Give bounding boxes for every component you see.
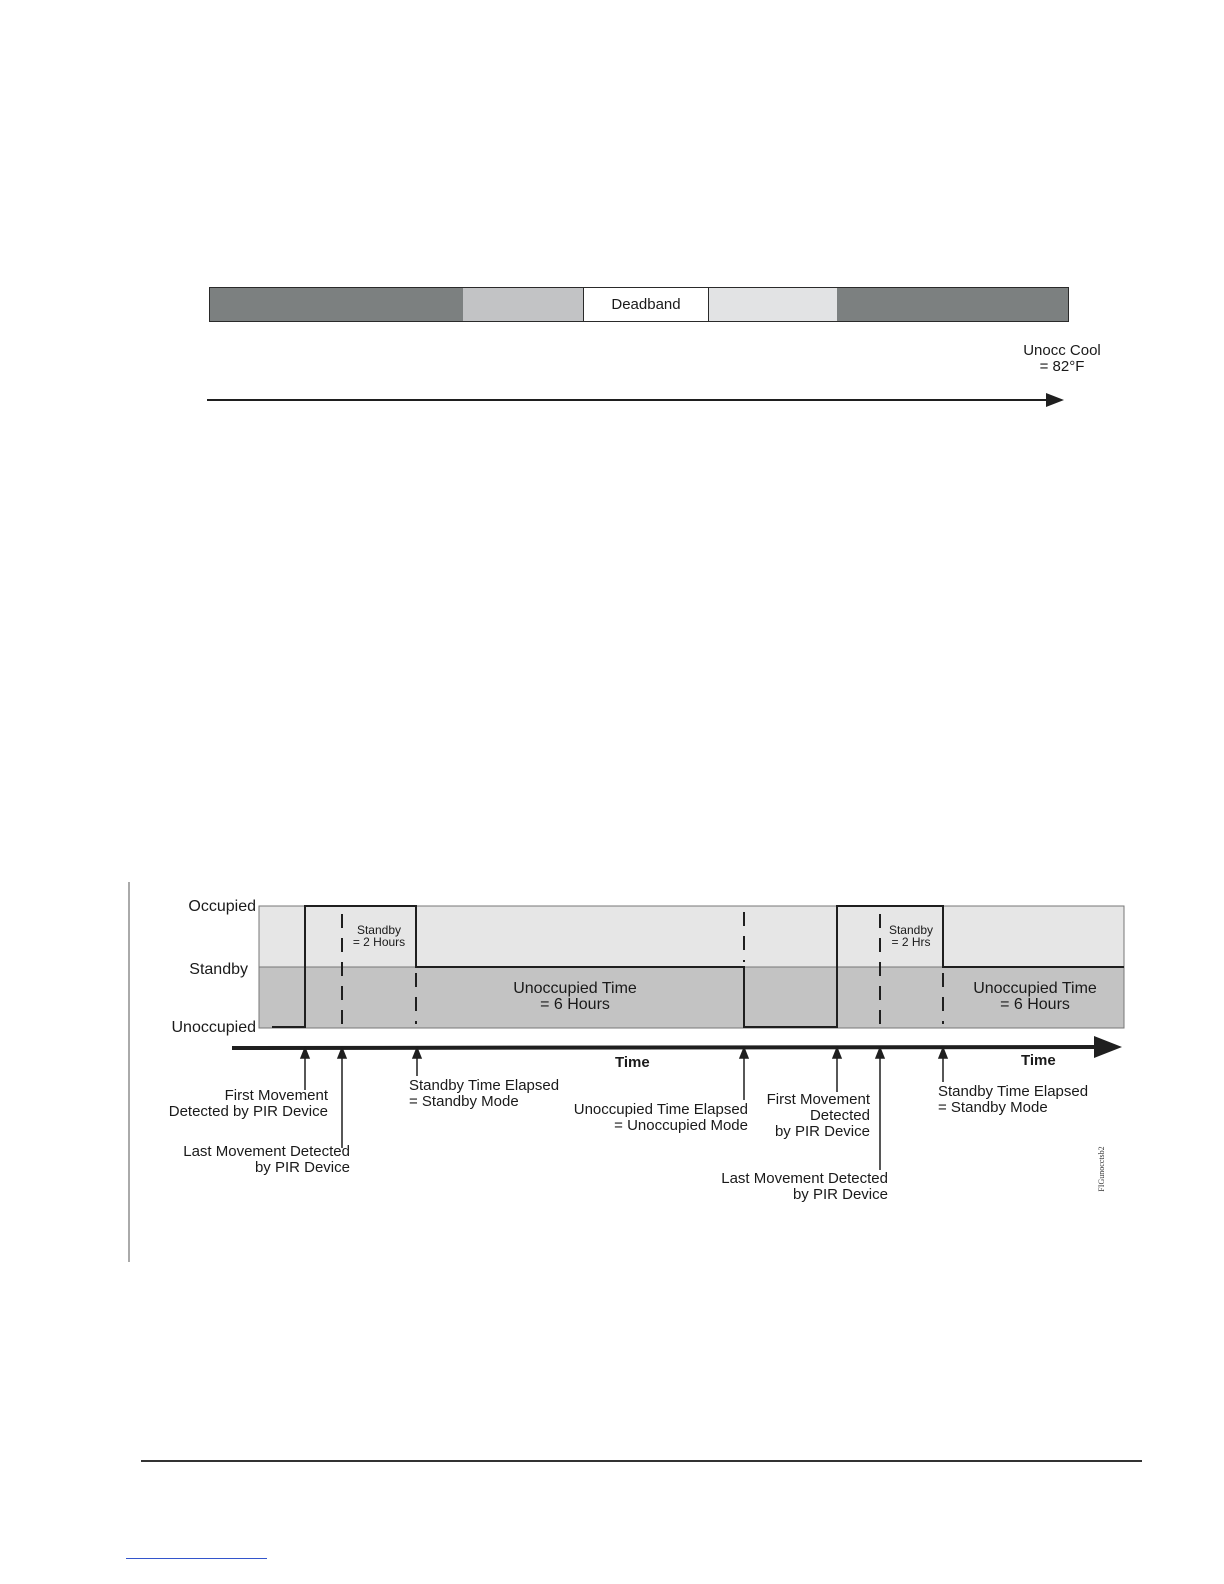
unocc-cool-label-line1: Unocc Cool [1023, 342, 1101, 359]
first-movement-1-label [140, 1088, 328, 1120]
standby-duration-1-line2: = 2 Hours [352, 935, 406, 949]
first-movement-2-label [740, 1092, 870, 1140]
last-movement-2-line2: by PIR Device [792, 1186, 888, 1203]
unoccupied-elapsed-line1: Unoccupied Time Elapsed [573, 1101, 748, 1118]
first-movement-1-line2: Detected by PIR Device [168, 1103, 328, 1120]
last-movement-1-line1: Last Movement Detected [183, 1143, 350, 1160]
time-axis-label-2: Time [1021, 1052, 1056, 1069]
unoccupied-duration-2-line2: = 6 Hours [1000, 996, 1070, 1013]
state-standby-label: Standby [189, 961, 248, 978]
last-movement-1-label [150, 1144, 350, 1176]
standby-duration-1-label [346, 924, 412, 948]
last-movement-2-label [690, 1171, 888, 1203]
time-axis [232, 1047, 1100, 1048]
figure-id: FIGunocctsb2 [1097, 1146, 1106, 1192]
unoccupied-duration-2-line1: Unoccupied Time [973, 980, 1097, 997]
unoccupied-duration-1-label [495, 981, 655, 1013]
unoccupied-duration-2-label [955, 981, 1115, 1013]
standby-duration-2-line2: = 2 Hrs [891, 935, 931, 949]
last-movement-1-line2: by PIR Device [254, 1159, 350, 1176]
standby-duration-1-line1: Standby [356, 923, 402, 937]
unoccupied-duration-1-line1: Unoccupied Time [513, 980, 637, 997]
standby-elapsed-2-line1: Standby Time Elapsed [938, 1083, 1089, 1100]
deadband-label: Deadband [611, 296, 681, 313]
standby-elapsed-1-line2: = Standby Mode [409, 1093, 519, 1110]
unoccupied-elapsed-label [548, 1102, 748, 1134]
state-occupied-label: Occupied [188, 898, 256, 915]
first-movement-2-line2: Detected [809, 1107, 870, 1124]
unoccupied-elapsed-line2: = Unoccupied Mode [614, 1117, 748, 1134]
first-movement-2-line3: by PIR Device [774, 1123, 870, 1140]
standby-elapsed-2-line2: = Standby Mode [938, 1099, 1048, 1116]
standby-elapsed-1-line1: Standby Time Elapsed [409, 1077, 560, 1094]
standby-duration-2-label [884, 924, 938, 948]
first-movement-2-line1: First Movement [766, 1091, 870, 1108]
time-axis-arrowhead [1094, 1036, 1122, 1058]
unocc-cool-label-line2: = 82°F [1039, 358, 1085, 375]
standby-duration-2-line1: Standby [888, 923, 934, 937]
standby-elapsed-2-label [938, 1084, 1118, 1116]
state-unoccupied-label: Unoccupied [171, 1019, 256, 1036]
unoccupied-duration-1-line2: = 6 Hours [540, 996, 610, 1013]
footer-link-underline [126, 1558, 267, 1559]
last-movement-2-line1: Last Movement Detected [721, 1170, 888, 1187]
time-axis-label-1: Time [615, 1054, 650, 1071]
footer-rule [141, 1460, 1142, 1462]
first-movement-1-line1: First Movement [224, 1087, 328, 1104]
